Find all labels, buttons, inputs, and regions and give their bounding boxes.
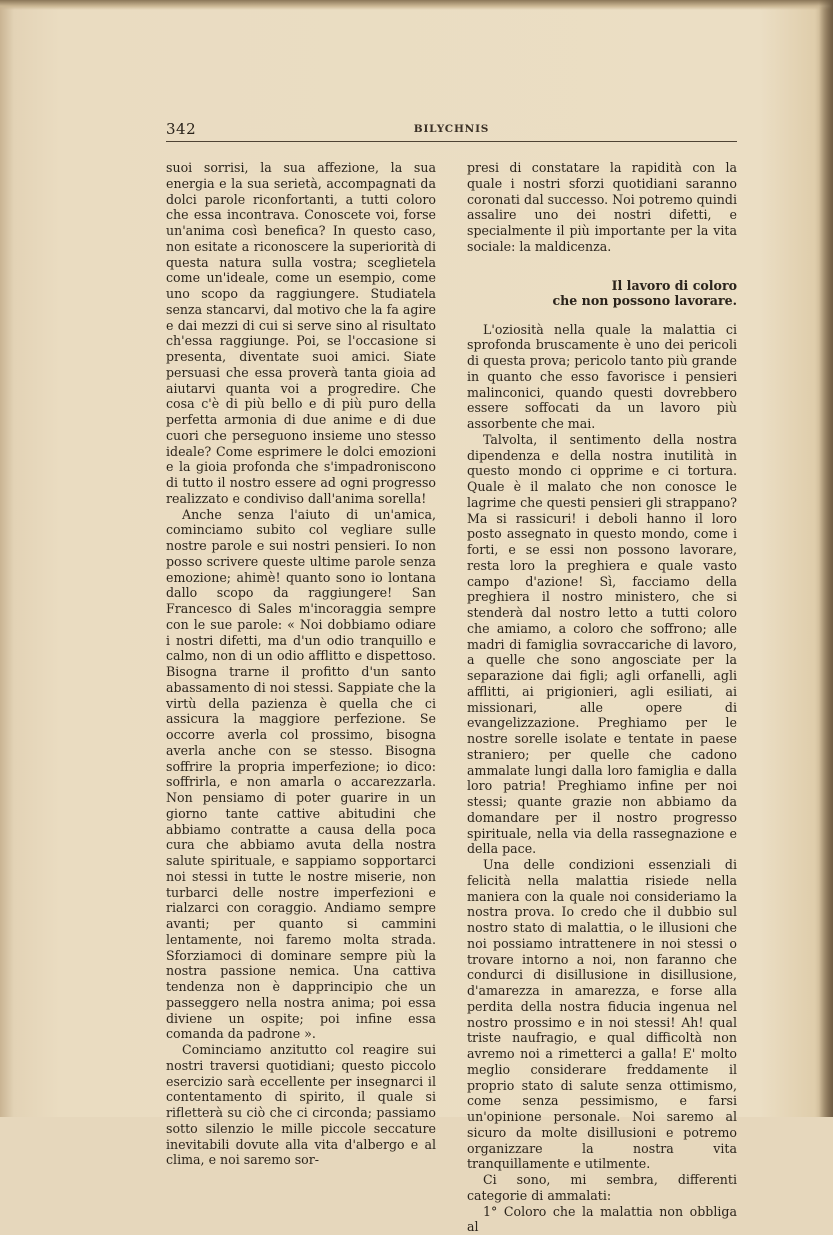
- section-title-line: Il lavoro di coloro: [611, 277, 737, 293]
- paragraph: Anche senza l'aiuto di un'amica, cominciamo subito col vegliare sulle nostre parole e sui nostri pensieri. Io non posso scrivere queste ultime parole senza emozione; ahimè! quanto sono io lontana dallo scopo da raggiungere! San Francesco di Sales m'incoraggia sempre con le sue parole: « Noi dobbiamo odiare i nostri difetti, ma d'un odio tranquillo e calmo, non di un odio afflitto e dispettoso. Bisogna trarne il profitto d'un santo abassamento di noi stessi. Sappiate che la virtù della pazienza è quella che ci assicura la maggiore perfezione. Se occorre averla col prossimo, bisogna averla anche con se stesso. Bisogna soffrire la propria imperfezione; io dico: soffrirla, e non amarla o accarezzarla. Non pensiamo di poter guarire in un giorno tante cattive abitudini che abbiamo contratte a causa della poca cura che abbiamo avuta della nostra salute spirituale, e sappiamo sopportarci noi stessi in tutte le nostre miserie, non turbarci delle nostre imperfezioni e rialzarci con coraggio. Andiamo sempre avanti; per quanto si cammini lentamente, noi faremo molta strada. Sforziamoci di dominare sempre più la nostra passione nemica. Una cattiva tendenza non è dapprincipio che un passeggero nella nostra anima; poi essa diviene un ospite; poi infine essa comanda da padrone ».: [166, 506, 436, 1042]
- paragraph: presi di constatare la rapidità con la quale i nostri sforzi quotidiani saranno coronati dal successo. Noi potremo quindi assalire uno dei nostri difetti, e specialmente il più importante per la vita sociale: la maldicenza.: [467, 160, 737, 254]
- paragraph: Talvolta, il sentimento della nostra dipendenza e della nostra inutilità in questo mondo ci opprime e ci tortura. Quale è il malato che non conosce le lagrime che questi pensieri gli strappano? Ma si rassicuri! i deboli hanno il loro posto assegnato in questo mondo, come i forti, e se essi non possono lavorare, resta loro la preghiera e quale vasto campo d'azione! Sì, facciamo della preghiera il nostro ministero, che si stenderà dal nostro letto a tutti coloro che amiamo, a coloro che soffrono; alle madri di famiglia sovraccariche di lavoro, a quelle che sono angosciate per la separazione dai figli; agli orfanelli, agli afflitti, ai prigionieri, agli esiliati, ai missionari, alle opere di evangelizzazione. Preghiamo per le nostre sorelle isolate e tentate in paese straniero; per quelle che cadono ammalate lungi dalla loro famiglia e dalla loro patria! Preghiamo infine per noi stessi; quante grazie non abbiamo da domandare per il nostro progresso spirituale, nella via della rassegnazione e della pace.: [467, 431, 737, 857]
- page-number: 342: [166, 120, 197, 138]
- paragraph: 1° Coloro che la malattia non obbliga al: [467, 1203, 737, 1235]
- paragraph: Una delle condizioni essenziali di felicità nella malattia risiede nella maniera con la quale noi consideriamo la nostra prova. Io credo che il dubbio sul nostro stato di malattia, o le illusioni che noi possiamo intrattenere in noi stessi o trovare intorno a noi, non faranno che condurci di disillusione in disillusione, d'amarezza in amarezza, e forse alla perdita della nostra fiducia ingenua nel nostro prossimo e in noi stessi! Ah! qual triste naufragio, e qual difficoltà non avremo noi a rimetterci a galla! E' molto meglio considerare freddamente il proprio stato di salute senza ottimismo, come senza pessimismo, e farsi un'opinione personale. Noi saremo al sicuro da molte disillusioni e potremo organizzare la nostra vita tranquillamente e utilmente.: [467, 857, 737, 1172]
- left-column: [166, 160, 436, 1168]
- paragraph: Cominciamo anzitutto col reagire sui nostri traversi quotidiani; questo piccolo esercizio sarà eccellente per insegnarci il contentamento di spirito, il quale si rifletterà su ciò che ci circonda; passiamo sotto silenzio le mille piccole seccature inevitabili dovute alla vita d'albergo e al clima, e noi saremo sor-: [166, 1042, 436, 1168]
- right-column: [467, 160, 737, 1235]
- section-title-line: che non possono lavorare.: [552, 293, 737, 309]
- paragraph: L'oziosità nella quale la malattia ci sprofonda bruscamente è uno dei pericoli di questa prova; pericolo tanto più grande in quanto che esso favorisce i pensieri malinconici, quando questi dovrebbero essere soffocati da un lavoro più assorbente che mai.: [467, 321, 737, 432]
- running-head: BILYCHNIS: [413, 123, 490, 135]
- page-edge-shadow: [819, 0, 833, 1117]
- paragraph: suoi sorrisi, la sua affezione, la sua energia e la sua serietà, accompagnati da dolci parole riconfortanti, a tutti coloro che essa incontrava. Conoscete voi, forse un'anima così benefica? In questo caso, non esitate a riconoscere la superiorità di questa natura sulla vostra; sceglietela come un'ideale, come un esempio, come uno scopo da raggiungere. Studiatela senza stancarvi, dal motivo che la fa agire e dai mezzi di cui si serve sino al risultato ch'essa raggiunge. Poi, se l'occasione si presenta, diventate suoi amici. Siate persuasi che essa proverà tanta gioia ad aiutarvi quanta voi a progredire. Che cosa c'è di più bello e di più puro della perfetta armonia di due anime e di due cuori che perseguono insieme uno stesso ideale? Come esprimere le dolci emozioni e la gioia profonda che s'impadroniscono di tutto il nostro essere ad ogni progresso realizzato e condiviso dall'anima sorella!: [166, 160, 436, 506]
- section-title: [467, 278, 737, 309]
- paragraph: Ci sono, mi sembra, differenti categorie di ammalati:: [467, 1172, 737, 1203]
- header-rule: [166, 141, 737, 142]
- page-header: [166, 120, 737, 142]
